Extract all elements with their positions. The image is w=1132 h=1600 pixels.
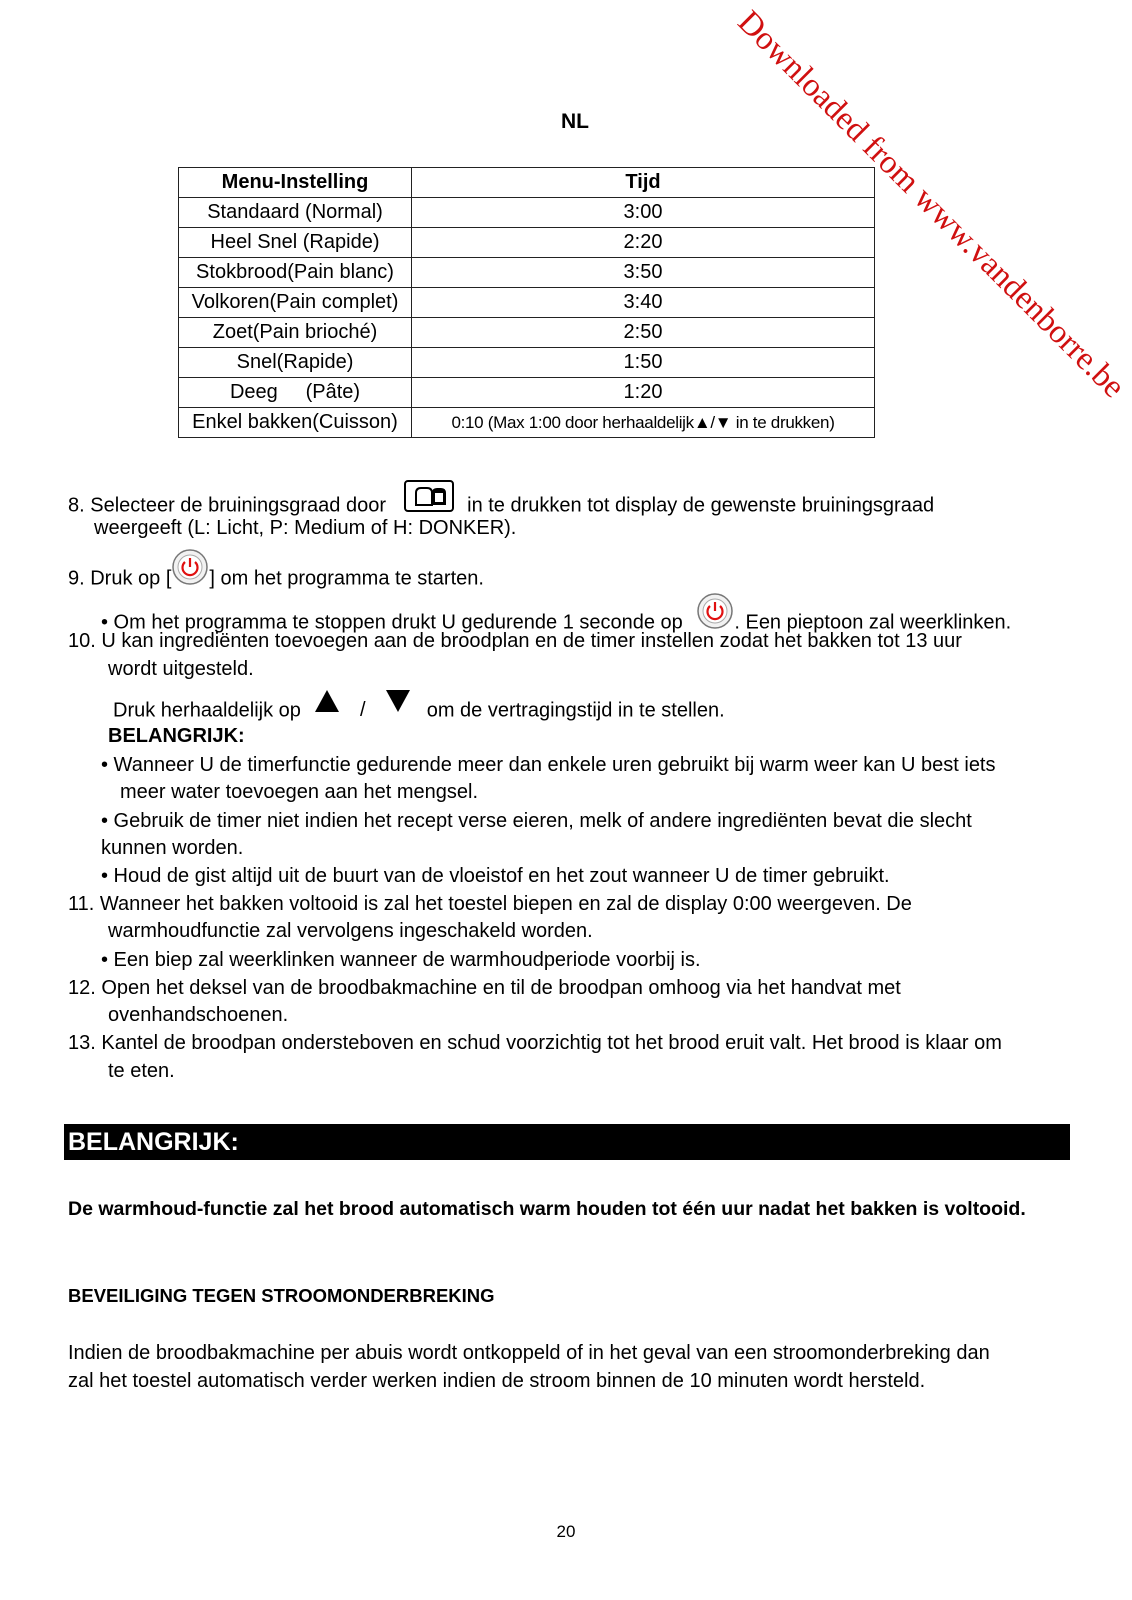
table-header-row — [179, 168, 875, 198]
table-row — [179, 258, 875, 288]
table-cell-time: 2:50 — [412, 318, 875, 348]
bullet-1-line-1: • Wanneer U de timerfunctie gedurende meer dan enkele uren gebruikt bij warm weer kan U best iets — [101, 754, 996, 776]
table-cell-time: 1:50 — [412, 348, 875, 378]
step-11-line-1: 11. Wanneer het bakken voltooid is zal het toestel biepen en zal de display 0:00 weergeven. De — [68, 893, 912, 915]
step-9-text-a: 9. Druk op [ — [68, 567, 172, 590]
table-cell-menu: Standaard (Normal) — [179, 198, 412, 228]
step-12-line-2: ovenhandschoenen. — [108, 1004, 289, 1026]
step-9-bullet-text-b: . Een pieptoon zal weerklinken. — [734, 611, 1012, 634]
table-cell-menu: Volkoren(Pain complet) — [179, 288, 412, 318]
power-failure-line-2: zal het toestel automatisch verder werken indien de stroom binnen de 10 minuten wordt hersteld. — [68, 1370, 926, 1392]
down-arrow-icon — [385, 689, 411, 721]
table-cell-menu: Snel(Rapide) — [179, 348, 412, 378]
important-banner: BELANGRIJK: — [64, 1124, 1070, 1160]
table-row — [179, 408, 875, 438]
page-number: 20 — [556, 1522, 576, 1541]
table-cell-menu: Heel Snel (Rapide) — [179, 228, 412, 258]
table-cell-time: 3:40 — [412, 288, 875, 318]
bullet-2-line-1: • Gebruik de timer niet indien het recept verse eieren, melk of andere ingrediënten bevat die slecht — [101, 810, 972, 832]
step-13-line-2: te eten. — [108, 1060, 175, 1082]
step-8-text-a: 8. Selecteer de bruiningsgraad door — [68, 494, 386, 517]
table-row — [179, 228, 875, 258]
table-cell-menu: Zoet(Pain brioché) — [179, 318, 412, 348]
table-header-time: Tijd — [412, 168, 875, 198]
step-12-line-1: 12. Open het deksel van de broodbakmachine en til de broodpan omhoog via het handvat met — [68, 977, 901, 999]
step-10-line-1: 10. U kan ingrediënten toevoegen aan de broodplan en de timer instellen zodat het bakken tot 13 uur — [68, 630, 962, 652]
step-10-slash: / — [360, 699, 366, 722]
table-header-menu: Menu-Instelling — [179, 168, 412, 198]
step-11-bullet: • Een biep zal weerklinken wanneer de warmhoudperiode voorbij is. — [101, 949, 701, 971]
step-9-text-b: ] om het programma te starten. — [209, 567, 484, 590]
table-row — [179, 378, 875, 408]
step-9-line — [68, 556, 484, 602]
step-8-text-b: in te drukken tot display de gewenste bruiningsgraad — [467, 494, 935, 517]
table-cell-menu: Deeg (Pâte) — [179, 378, 412, 408]
bullet-3: • Houd de gist altijd uit de buurt van de vloeistof en het zout wanneer U de timer gebruikt. — [101, 865, 890, 887]
table-row — [179, 318, 875, 348]
step-11-line-2: warmhoudfunctie zal vervolgens ingeschakeld worden. — [108, 920, 593, 942]
table-row — [179, 288, 875, 318]
up-arrow-icon — [314, 689, 340, 721]
step-10-text-d: om de vertragingstijd in te stellen. — [426, 699, 725, 722]
table-row — [179, 198, 875, 228]
language-label: NL — [561, 110, 589, 133]
menu-time-table — [178, 167, 875, 438]
important-label: BELANGRIJK: — [108, 725, 245, 747]
watermark: Downloaded from www.vandenborre.be — [730, 4, 1132, 406]
step-10-line-2: wordt uitgesteld. — [108, 658, 254, 680]
table-cell-time: 3:50 — [412, 258, 875, 288]
power-failure-line-1: Indien de broodbakmachine per abuis wordt ontkoppeld of in het geval van een stroomonderbreking dan — [68, 1342, 990, 1364]
bullet-2-line-2: kunnen worden. — [101, 837, 244, 859]
step-8-line-2: weergeeft (L: Licht, P: Medium of H: DONKER). — [94, 517, 517, 539]
power-button-icon — [171, 548, 209, 594]
table-cell-time: 0:10 (Max 1:00 door herhaaldelijk▲/▼ in te drukken) — [412, 408, 875, 438]
table-cell-menu: Enkel bakken(Cuisson) — [179, 408, 412, 438]
step-13-line-1: 13. Kantel de broodpan ondersteboven en schud voorzichtig tot het brood eruit valt. Het brood is klaar om — [68, 1032, 1002, 1054]
step-10-text-c: Druk herhaaldelijk op — [113, 699, 301, 722]
step-9-bullet-text-a: • Om het programma te stoppen drukt U gedurende 1 seconde op — [101, 611, 683, 634]
table-cell-time: 2:20 — [412, 228, 875, 258]
table-cell-time: 1:20 — [412, 378, 875, 408]
table-cell-time: 3:00 — [412, 198, 875, 228]
table-cell-menu: Stokbrood(Pain blanc) — [179, 258, 412, 288]
bullet-1-line-2: meer water toevoegen aan het mengsel. — [120, 781, 478, 803]
table-row — [179, 348, 875, 378]
keep-warm-note: De warmhoud-functie zal het brood automatisch warm houden tot één uur nadat het bakken is voltooid. — [68, 1198, 1026, 1220]
power-failure-heading: BEVEILIGING TEGEN STROOMONDERBREKING — [68, 1285, 495, 1306]
